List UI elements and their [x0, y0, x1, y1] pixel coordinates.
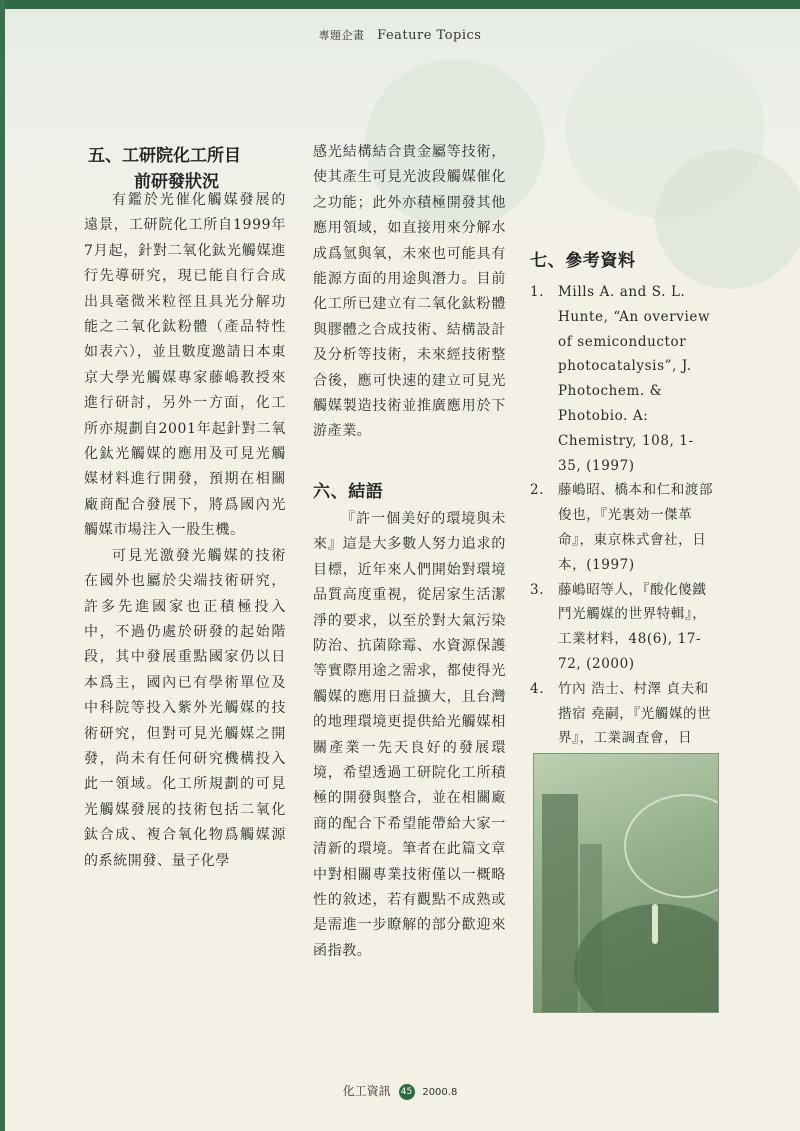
- illustration-photo: [533, 753, 719, 1013]
- reference-text: 藤嶋昭、橋本和仁和渡部俊也，『光裏効一傑革命』，東京株式會社，日本，(1997): [558, 482, 714, 573]
- page-footer: [0, 1082, 800, 1100]
- column-3: [530, 140, 716, 776]
- column-3-continuation-space: [530, 140, 716, 228]
- section5-paragraph-3: 感光結構結合貴金屬等技術，使其產生可見光波段觸媒催化之功能；此外亦積極開發其他應用領域，如直接用來分解水成爲氫與氧，未來也可能具有能源方面的用途與潛力。目前化工所已建立有二氧化鈦粉體與膠體之合成技術、結構設計及分析等技術，未來經技術整合後，應可快速的建立可見光觸媒製造技術並推廣應用於下游產業。: [313, 144, 506, 440]
- section5-paragraph-1: 有鑑於光催化觸媒發展的遠景，工研院化工所自1999年7月起，針對二氧化鈦光觸媒進行先導研究，現已能自行合成出具毫微米粒徑且具光分解功能之二氧化鈦粉體（產品特性如表六），並且數度邀請日本東京大學光觸媒專家藤嶋教授來進行研討，另外一方面，化工所亦規劃自2001年起針對二氧化鈦光觸媒的應用及可見光觸媒材料進行開發，預期在相關廠商配合發展下，將爲國內光觸媒市場注入一股生機。: [84, 192, 286, 539]
- section7-heading: 七、參考資料: [530, 251, 636, 271]
- section5-heading-line2: 前研發狀況: [134, 172, 219, 192]
- running-head-en: Feature Topics: [377, 28, 482, 43]
- reference-item: [530, 478, 716, 577]
- running-head: [0, 27, 800, 43]
- section6-paragraph: 『許一個美好的環境與未來』這是大多數人努力追求的目標，近年來人們開始對環境品質高度重視，從居家生活潔淨的要求，以至於對大氣污染防治、抗菌除霉、水資源保護等實際用途之需求，都使得光觸媒的應用日益擴大，且台灣的地理環境更提供給光觸媒相關產業一先天良好的發展環境，希望透過工研院化工所積極的開發與整合，並在相關廠商的配合下希望能帶給大家一清新的環境。筆者在此篇文章中對相關專業技術僅以一概略性的敘述，若有觀點不成熟或是需進一步瞭解的部分歡迎來函指教。: [313, 510, 506, 959]
- reference-number: 1.: [530, 284, 545, 300]
- top-color-bar: [0, 0, 800, 9]
- section5-heading-line1: 五、工研院化工所目: [88, 146, 241, 166]
- reference-item: [530, 578, 716, 677]
- page-number: 45: [399, 1084, 415, 1100]
- reference-text: Mills A. and S. L. Hunte, “An overview of semiconductor photocatalysis”, J. Photochem. & Photobio. A: Chemistry, 108, 1-35, (1997): [558, 284, 711, 474]
- reference-list: [530, 280, 716, 776]
- reference-number: 4.: [530, 680, 545, 697]
- journal-name: 化工資訊: [342, 1084, 391, 1098]
- column-2: [313, 140, 506, 964]
- section5-paragraph-2: 可見光激發光觸媒的技術在國外也屬於尖端技術研究，許多先進國家也正積極投入中，不過仍處於研發的起始階段，其中發展重點國家仍以日本爲主，國內已有學術單位及中科院等投入紫外光觸媒的技術研究，但對可見光觸媒之開發，尚未有任何研究機構投入此一領域。化工所規劃的可見光觸媒發展的技術包括二氧化鈦合成、複合氧化物爲觸媒源的系統開發、量子化學: [84, 547, 286, 869]
- running-head-zh: 專題企畫: [318, 29, 365, 42]
- reference-number: 3.: [530, 581, 545, 598]
- reference-number: 2.: [530, 482, 545, 499]
- reference-item: [530, 280, 716, 478]
- section6-heading: 六、結語: [313, 481, 384, 502]
- column-1: [84, 188, 286, 874]
- reference-text: 竹內 浩士、村澤 貞夫和揩宿 堯嗣，『光觸媒的世界』，工業調査會，日: [558, 680, 712, 747]
- reference-text: 藤嶋昭等人，『酸化傻鐵鬥光觸媒的世界特輯』，工業材料，48(6), 17-72, (2000): [558, 581, 707, 672]
- issue-date: 2000.8: [422, 1087, 458, 1098]
